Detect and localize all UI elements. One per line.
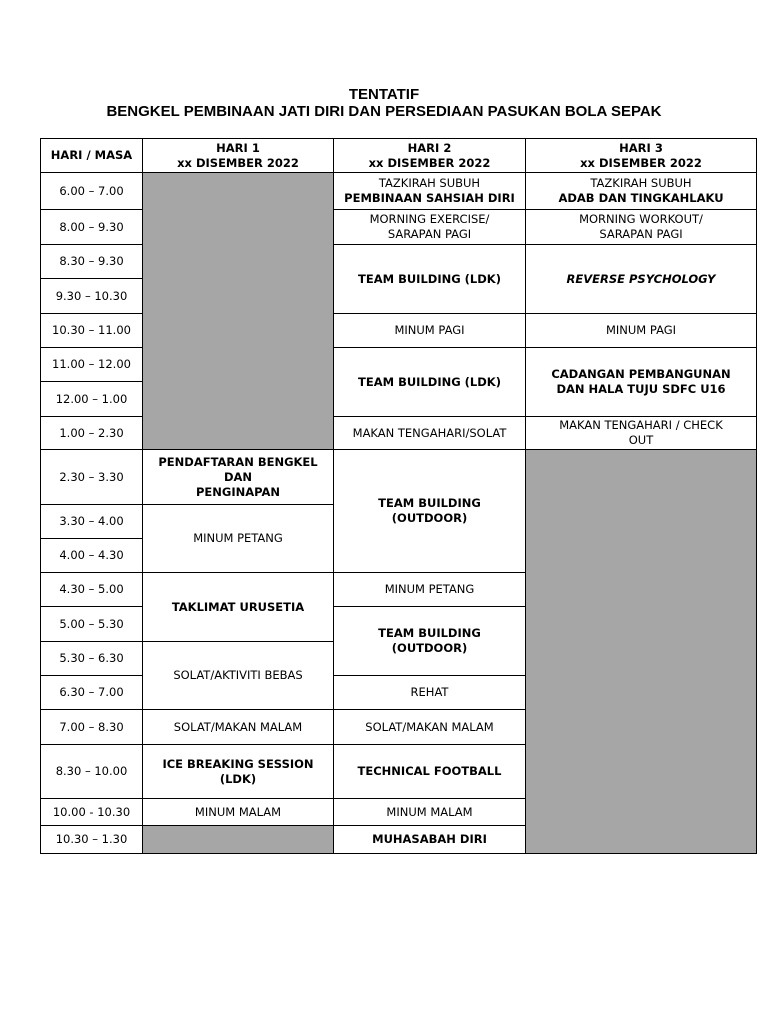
day1-minum-petang: MINUM PETANG (143, 505, 334, 573)
day2-tazkirah-line2: PEMBINAAN SAHSIAH DIRI (344, 191, 515, 205)
time-cell: 4.30 – 5.00 (41, 573, 143, 607)
day2-technical-football: TECHNICAL FOOTBALL (334, 745, 526, 799)
day1-solat-aktiviti: SOLAT/AKTIVITI BEBAS (143, 642, 334, 710)
day2-team-building-ldk: TEAM BUILDING (LDK) (334, 245, 526, 314)
day2-morning (334, 210, 526, 245)
header-day3-date: xx DISEMBER 2022 (580, 155, 702, 170)
day3-tazkirah (526, 173, 757, 210)
day3-morning-line2: SARAPAN PAGI (599, 227, 683, 241)
day3-makan-checkout (526, 417, 757, 450)
time-cell: 9.30 – 10.30 (41, 279, 143, 314)
day1-pendaftaran-line1: PENDAFTARAN BENGKEL DAN (158, 454, 318, 484)
day3-cadangan-line1: CADANGAN PEMBANGUNAN (551, 367, 731, 381)
time-cell: 7.00 – 8.30 (41, 710, 143, 745)
day3-makan-line2: OUT (628, 433, 654, 447)
day1-ice-line1: ICE BREAKING SESSION (162, 756, 314, 771)
header-day1-date: xx DISEMBER 2022 (177, 155, 299, 170)
time-cell: 11.00 – 12.00 (41, 348, 143, 382)
day1-taklimat: TAKLIMAT URUSETIA (143, 573, 334, 642)
day2-solat-makan: SOLAT/MAKAN MALAM (334, 710, 526, 745)
day2-team-building-outdoor: TEAM BUILDING (OUTDOOR) (334, 450, 526, 573)
time-cell: 10.00 - 10.30 (41, 799, 143, 826)
day2-minum-petang: MINUM PETANG (334, 573, 526, 607)
day3-tazkirah-line1: TAZKIRAH SUBUH (590, 176, 692, 190)
day1-solat-makan: SOLAT/MAKAN MALAM (143, 710, 334, 745)
day1-ice-line2: (LDK) (219, 771, 257, 786)
header-day1 (143, 139, 334, 173)
schedule-table (40, 138, 757, 854)
day3-cadangan-line2: DAN HALA TUJU SDFC U16 (556, 382, 726, 396)
time-cell: 3.30 – 4.00 (41, 505, 143, 539)
time-cell: 1.00 – 2.30 (41, 417, 143, 450)
day2-team-building-ldk-2: TEAM BUILDING (LDK) (334, 348, 526, 417)
day1-empty-night (143, 826, 334, 854)
day2-tazkirah-line1: TAZKIRAH SUBUH (378, 176, 481, 190)
day3-tazkirah-line2: ADAB DAN TINGKAHLAKU (558, 191, 724, 205)
table-header-row (41, 139, 757, 173)
header-hari-masa: HARI / MASA (41, 139, 143, 173)
day3-morning-line1: MORNING WORKOUT/ (579, 212, 703, 226)
day1-pendaftaran-line2: PENGINAPAN (195, 484, 281, 499)
header-day3 (526, 139, 757, 173)
day2-morning-line1: MORNING EXERCISE/ (369, 212, 490, 226)
time-cell: 5.30 – 6.30 (41, 642, 143, 676)
day2-morning-line2: SARAPAN PAGI (387, 227, 472, 241)
day2-makan-tengahari: MAKAN TENGAHARI/SOLAT (334, 417, 526, 450)
header-day2-label: HARI 2 (407, 140, 452, 155)
day2-team-building-outdoor-2: TEAM BUILDING (OUTDOOR) (334, 607, 526, 676)
time-cell: 8.30 – 10.00 (41, 745, 143, 799)
time-cell: 6.00 – 7.00 (41, 173, 143, 210)
time-cell: 8.00 – 9.30 (41, 210, 143, 245)
document-title: TENTATIF (348, 86, 420, 103)
header-day2-date: xx DISEMBER 2022 (368, 155, 491, 170)
day2-minum-pagi: MINUM PAGI (334, 314, 526, 348)
day3-cadangan (526, 348, 757, 417)
day3-minum-pagi: MINUM PAGI (526, 314, 757, 348)
day3-reverse-psychology: REVERSE PSYCHOLOGY (526, 245, 757, 314)
day1-ice-breaking (143, 745, 334, 799)
day3-makan-line1: MAKAN TENGAHARI / CHECK (559, 418, 723, 432)
time-cell: 8.30 – 9.30 (41, 245, 143, 279)
day2-muhasabah: MUHASABAH DIRI (334, 826, 526, 854)
day3-morning (526, 210, 757, 245)
header-day3-label: HARI 3 (619, 140, 663, 155)
time-cell: 10.30 – 1.30 (41, 826, 143, 854)
time-cell: 4.00 – 4.30 (41, 539, 143, 573)
day2-minum-malam: MINUM MALAM (334, 799, 526, 826)
header-day2 (334, 139, 526, 173)
table-row (41, 173, 757, 210)
time-cell: 2.30 – 3.30 (41, 450, 143, 505)
time-cell: 12.00 – 1.00 (41, 382, 143, 417)
time-cell: 5.00 – 5.30 (41, 607, 143, 642)
document-subtitle: BENGKEL PEMBINAAN JATI DIRI DAN PERSEDIAAN PASUKAN BOLA SEPAK (106, 103, 662, 120)
table-row (41, 450, 757, 505)
day3-empty-afternoon (526, 450, 757, 854)
day2-tazkirah (334, 173, 526, 210)
time-cell: 6.30 – 7.00 (41, 676, 143, 710)
day1-minum-malam: MINUM MALAM (143, 799, 334, 826)
day1-pendaftaran (143, 450, 334, 505)
day2-rehat: REHAT (334, 676, 526, 710)
time-cell: 10.30 – 11.00 (41, 314, 143, 348)
header-day1-label: HARI 1 (216, 140, 260, 155)
day1-empty-morning (143, 173, 334, 450)
